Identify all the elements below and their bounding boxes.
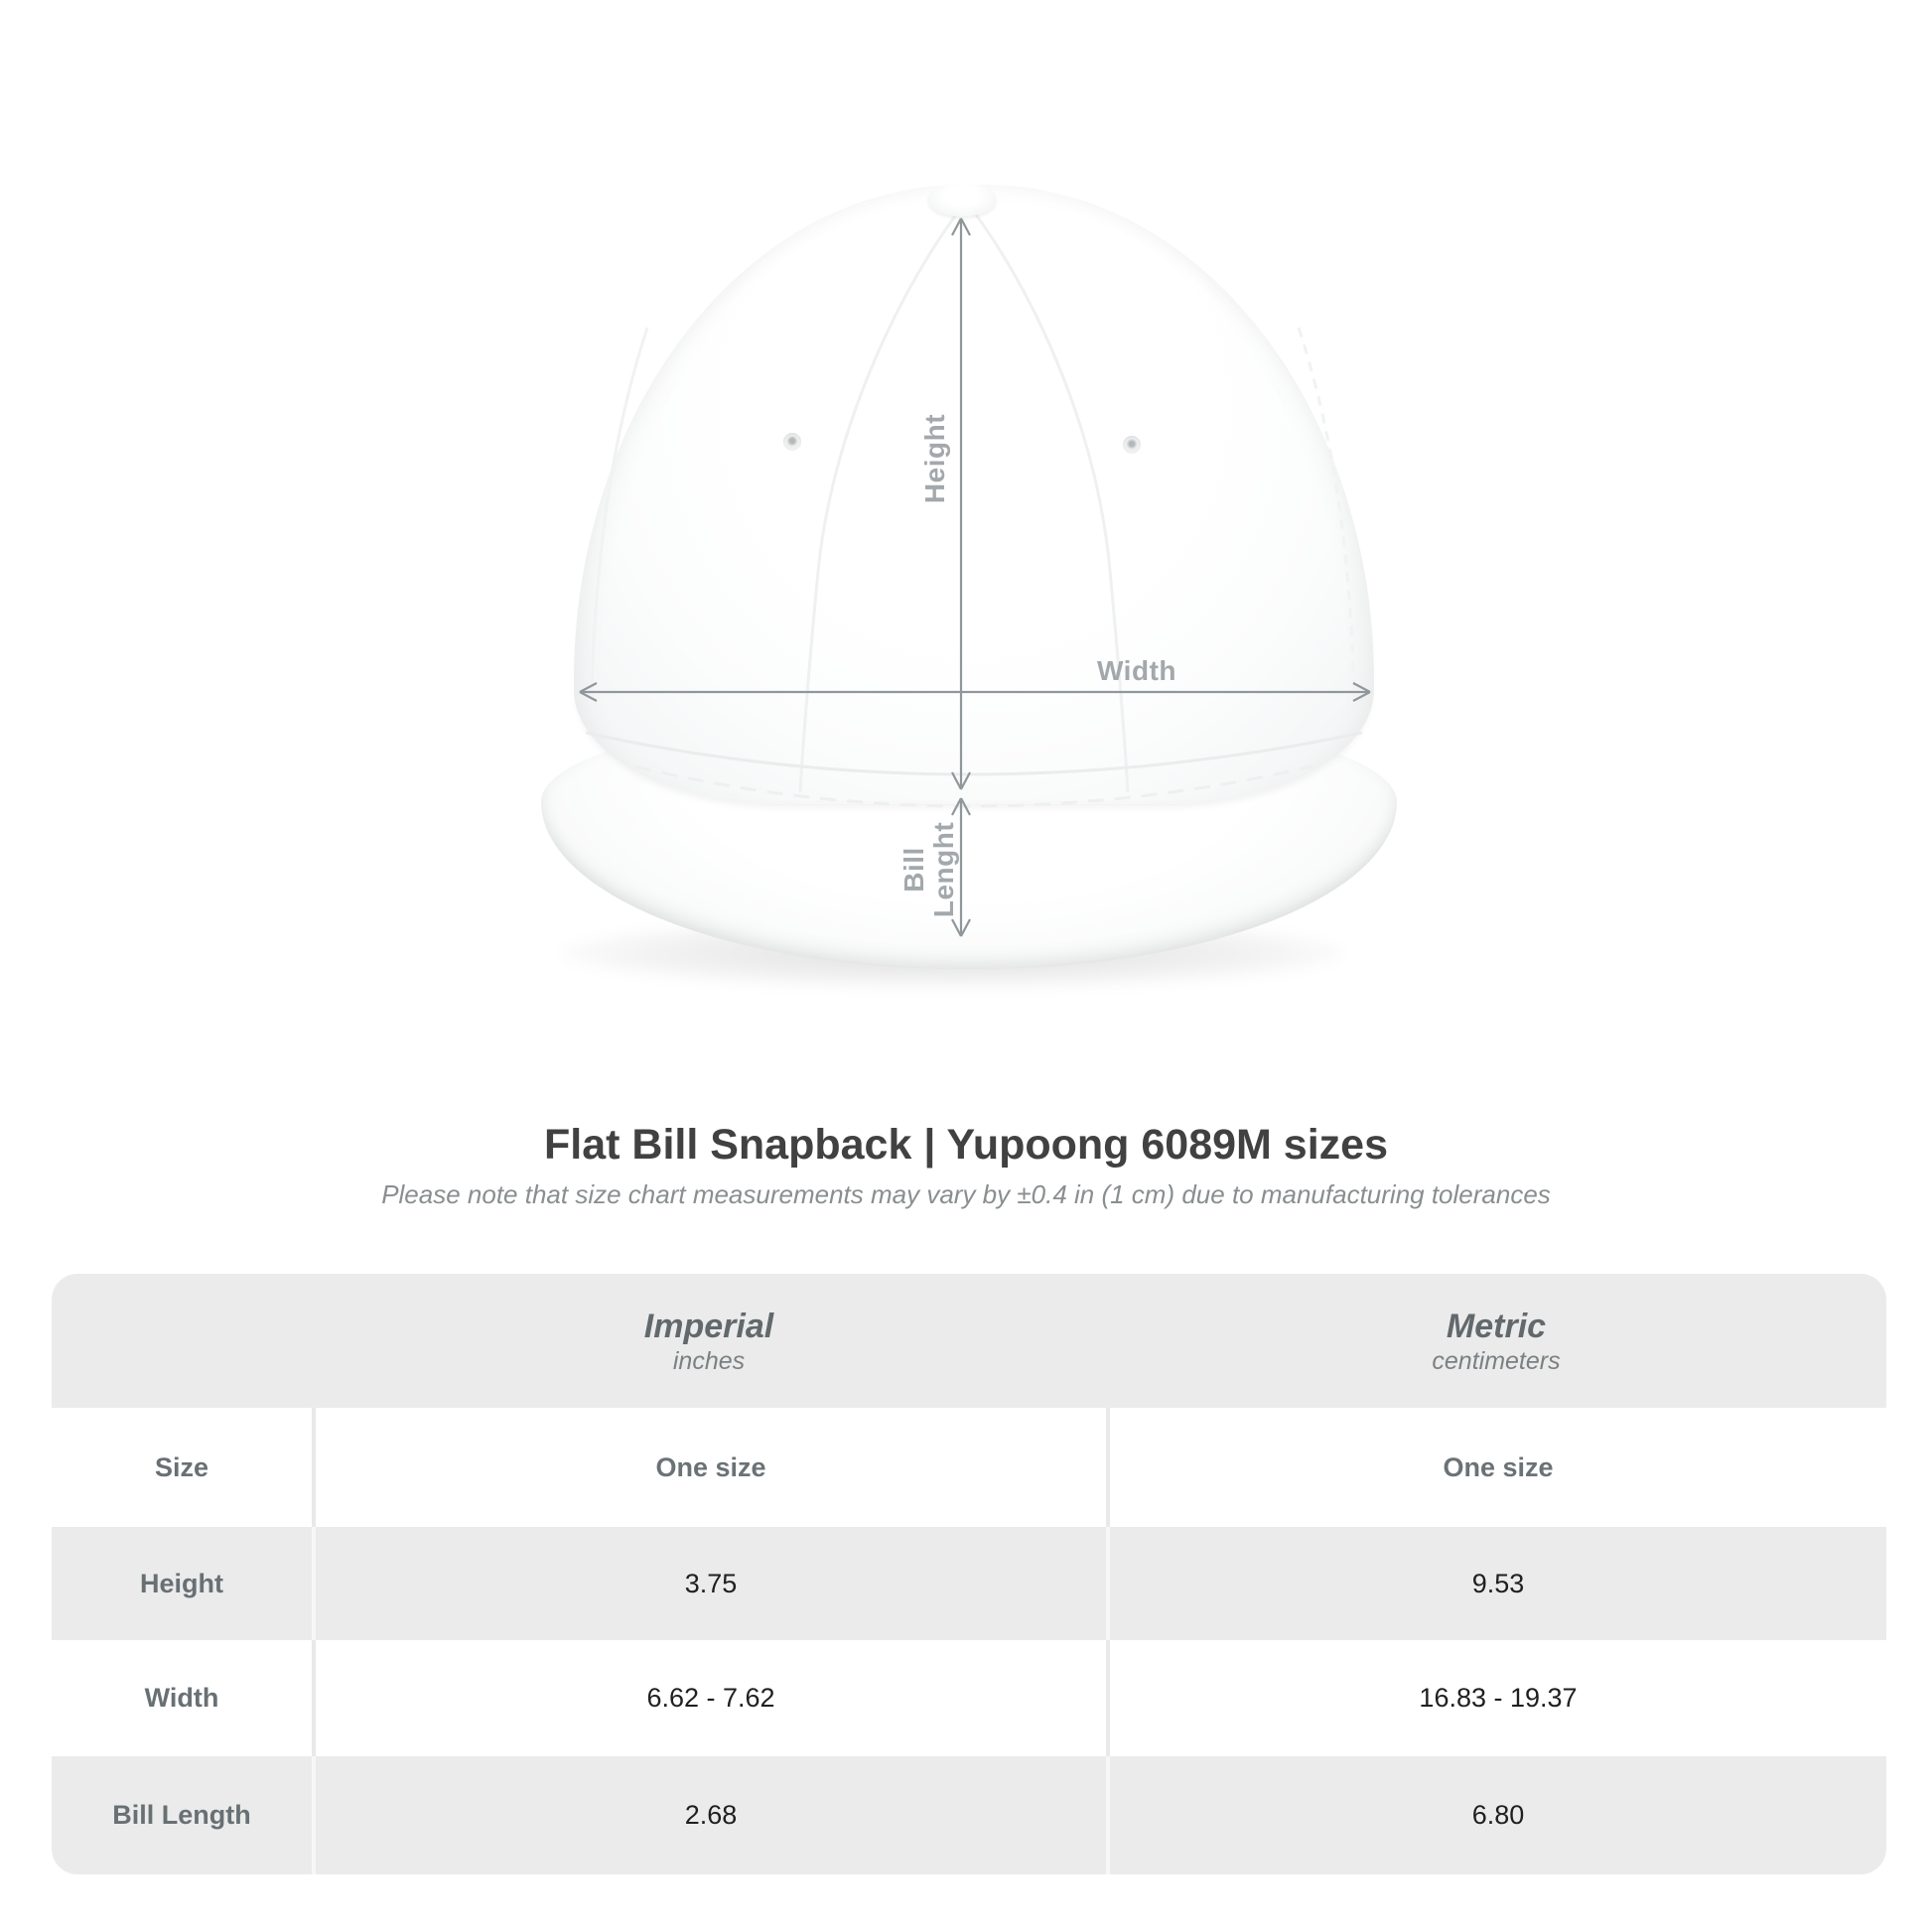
bill-metric-value: 6.80 <box>1471 1800 1525 1830</box>
imperial-unit-label: inches <box>672 1346 746 1375</box>
height-metric-value: 9.53 <box>1471 1568 1525 1598</box>
header-empty-cell <box>52 1274 312 1408</box>
height-arrow <box>952 218 970 789</box>
row-size-label: Size <box>154 1451 209 1482</box>
imperial-label: Imperial <box>643 1307 774 1345</box>
row-label-cell <box>52 1408 312 1527</box>
size-chart-table <box>52 1274 1886 1874</box>
page-title: Flat Bill Snapback | Yupoong 6089M sizes <box>544 1121 1388 1169</box>
bill-label-line1: Bill <box>898 847 929 893</box>
width-imperial-value: 6.62 - 7.62 <box>646 1683 775 1713</box>
metric-label: Metric <box>1446 1307 1547 1345</box>
row-size-metric <box>1106 1408 1886 1527</box>
row-width-label: Width <box>144 1683 219 1713</box>
row-height-metric <box>1106 1527 1886 1640</box>
bill-imperial-value: 2.68 <box>684 1800 738 1830</box>
width-arrow <box>580 683 1370 701</box>
row-bill-length-label: Bill Length <box>112 1800 251 1830</box>
row-bill-imperial <box>312 1756 1106 1874</box>
width-measure-label: Width <box>1097 655 1176 686</box>
row-height-imperial <box>312 1527 1106 1640</box>
height-imperial-value: 3.75 <box>684 1568 738 1598</box>
row-label-cell <box>52 1756 312 1874</box>
row-label-cell <box>52 1640 312 1756</box>
width-metric-value: 16.83 - 19.37 <box>1419 1683 1578 1713</box>
size-imperial-value: One size <box>655 1451 766 1482</box>
row-width-imperial <box>312 1640 1106 1756</box>
bill-label-line2: Lenght <box>928 821 959 918</box>
tolerance-note: Please note that size chart measurements may vary by ±0.4 in (1 cm) due to manufacturing tolerances <box>381 1179 1551 1209</box>
row-size-imperial <box>312 1408 1106 1527</box>
size-metric-value: One size <box>1443 1451 1554 1482</box>
height-measure-label: Height <box>919 413 950 504</box>
row-bill-metric <box>1106 1756 1886 1874</box>
bill-length-measure-label <box>899 790 959 949</box>
row-height-label: Height <box>140 1568 223 1598</box>
row-label-cell <box>52 1527 312 1640</box>
header-metric <box>1106 1274 1886 1408</box>
header-imperial <box>312 1274 1106 1408</box>
row-width-metric <box>1106 1640 1886 1756</box>
metric-unit-label: centimeters <box>1432 1346 1561 1375</box>
